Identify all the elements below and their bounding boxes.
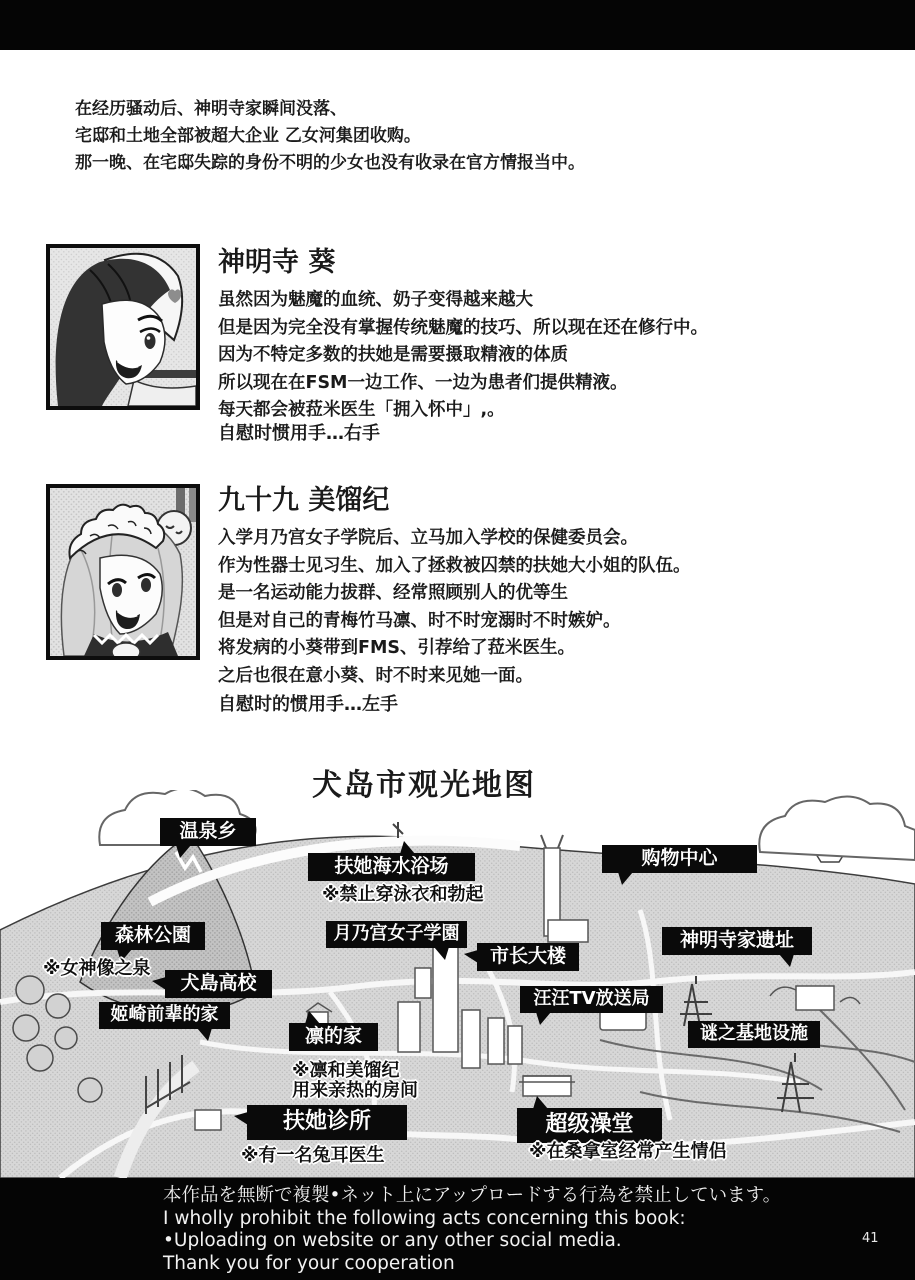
description-line: 但是对自己的青梅竹马凛、时不时宠溺时不时嫉妒。	[218, 610, 621, 631]
description-line: 每天都会被菈米医生「拥入怀中」,。	[218, 400, 505, 420]
miruki-portrait-art	[50, 488, 196, 656]
map-label-forest-park: 森林公園	[101, 922, 205, 950]
character-description-miruki	[218, 525, 691, 690]
character-name-aoi: 神明寺 葵	[218, 247, 336, 278]
footer-text	[163, 1185, 781, 1275]
map-note-goddess-spring: ※女神像之泉	[43, 958, 151, 979]
hand-note-aoi: 自慰时惯用手…右手	[218, 423, 380, 444]
description-line: 是一名运动能力拔群、经常照顾别人的优等生	[218, 583, 568, 603]
footer-line: •Uploading on website or any other social media.	[163, 1230, 622, 1251]
description-line: 所以现在在FSM一边工作、一边为患者们提供精液。	[218, 372, 628, 393]
map-title: 犬岛市观光地图	[312, 768, 536, 803]
description-line: 入学月乃宫女子学院后、立马加入学校的保健委员会。	[218, 528, 638, 548]
map-note-sauna: ※在桑拿室经常产生情侣	[529, 1141, 727, 1162]
map-illustration	[0, 790, 915, 1178]
map-label-rin-house: 凛的家	[289, 1023, 378, 1051]
intro-line: 那一晚、在宅邸失踪的身份不明的少女也没有收录在官方情报当中。	[75, 153, 585, 173]
description-line: 但是因为完全没有掌握传统魅魔的技巧、所以现在还在修行中。	[218, 317, 708, 338]
map-label-futa-clinic: 扶她诊所	[247, 1105, 407, 1140]
aoi-portrait-art	[50, 248, 196, 406]
map-label-tv-station: 汪汪TV放送局	[520, 986, 663, 1013]
page-number: 41	[862, 1231, 879, 1246]
description-line: 之后也很在意小葵、时不时来见她一面。	[218, 665, 533, 686]
character-name-miruki: 九十九 美馏纪	[218, 485, 390, 516]
description-line: 作为性器士见习生、加入了拯救被囚禁的扶她大小姐的队伍。	[218, 555, 691, 576]
map-label-futa-beach: 扶她海水浴场	[308, 853, 475, 881]
description-line: 虽然因为魅魔的血统、奶子变得越来越大	[218, 290, 533, 310]
description-line: 将发病的小葵带到FMS、引荐给了菈米医生。	[218, 638, 575, 658]
footer-line: I wholly prohibit the following acts concerning this book:	[163, 1207, 686, 1229]
intro-line: 宅邸和土地全部被超大企业 乙女河集团收购。	[75, 126, 421, 146]
map-label-inujima-high-school: 犬島高校	[165, 970, 272, 998]
map-label-jinmyouji-ruins: 神明寺家遗址	[662, 927, 812, 955]
top-black-bar	[0, 0, 915, 50]
hand-note-miruki: 自慰时的惯用手…左手	[218, 694, 398, 715]
map-note-beach-rule: ※禁止穿泳衣和勃起	[322, 884, 484, 905]
map-note-line: ※凛和美馏纪	[292, 1060, 400, 1081]
intro-line: 在经历骚动后、神明寺家瞬间没落、	[75, 99, 347, 119]
tourist-map	[0, 790, 915, 1178]
map-label-shopping-center: 购物中心	[602, 845, 757, 873]
footer-line: Thank you for your cooperation	[163, 1252, 455, 1274]
character-portrait-miruki	[46, 484, 200, 660]
map-label-himesaki-house: 姬崎前辈的家	[99, 1002, 230, 1029]
map-note-clinic: ※有一名兔耳医生	[241, 1145, 385, 1166]
map-label-hot-spring-town: 温泉乡	[160, 818, 256, 846]
footer-line: 本作品を無断で複製•ネット上にアップロードする行為を禁止しています。	[163, 1185, 782, 1206]
map-note-rin-room	[292, 1061, 418, 1101]
map-label-super-bathhouse: 超级澡堂	[517, 1108, 662, 1143]
map-label-mystery-base: 谜之基地设施	[688, 1021, 820, 1048]
map-label-tsukinomiya-academy: 月乃宫女子学園	[326, 921, 467, 948]
character-portrait-aoi	[46, 244, 200, 410]
character-description-aoi	[218, 287, 708, 425]
map-note-line: 用来亲热的房间	[292, 1080, 418, 1101]
description-line: 因为不特定多数的扶她是需要摄取精液的体质	[218, 345, 568, 365]
map-label-mayor-building: 市长大楼	[477, 943, 579, 971]
intro-text	[75, 96, 585, 177]
